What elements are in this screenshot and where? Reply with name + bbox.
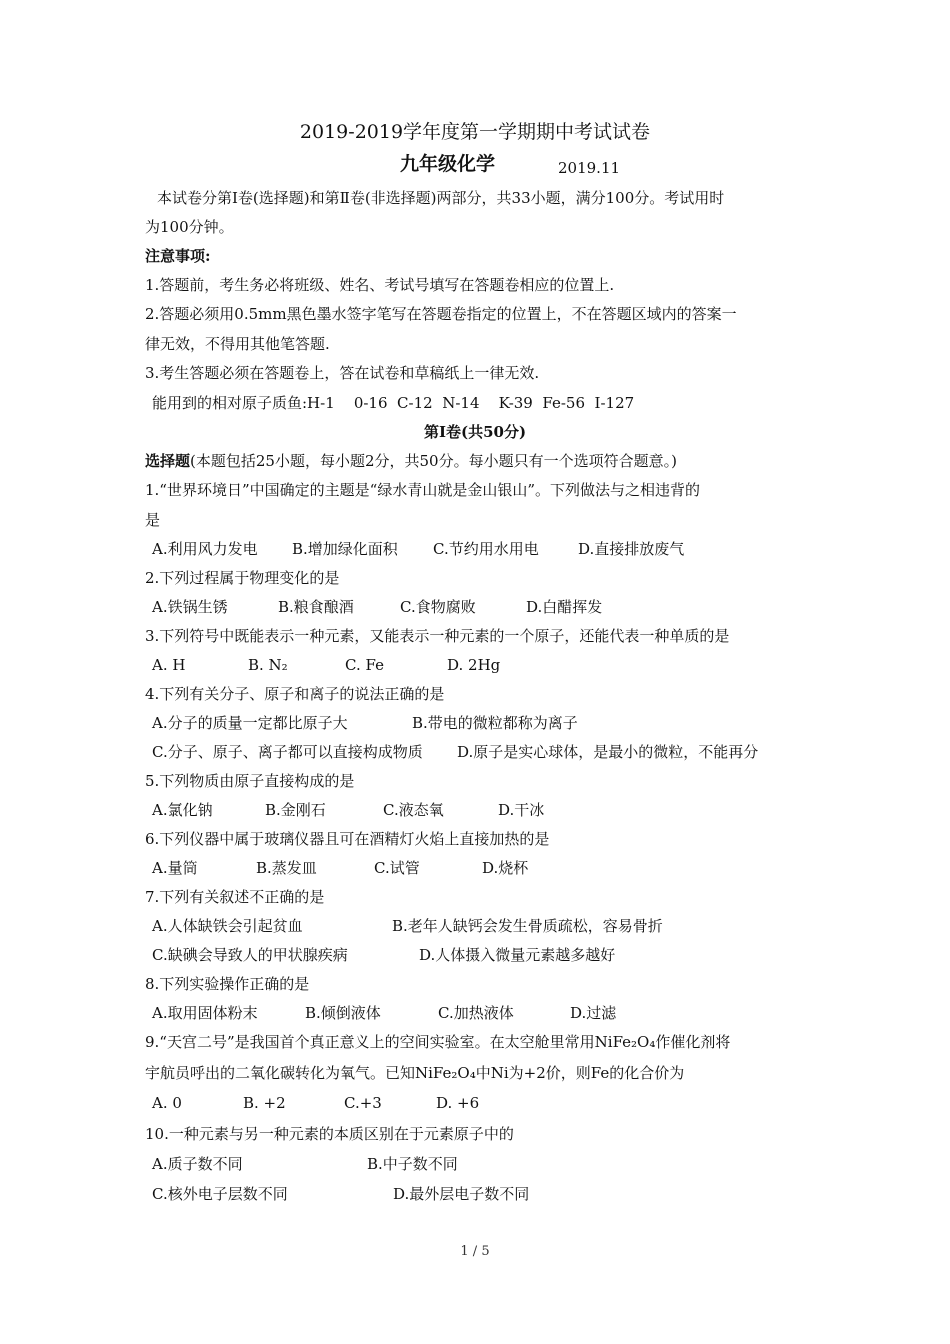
intro-line-1: 本试卷分第Ⅰ卷(选择题)和第Ⅱ卷(非选择题)两部分，共33小题，满分100分。考试用时: [157, 189, 725, 207]
q8-option-a: A.取用固体粉末: [152, 1004, 258, 1022]
section-label: 选择题: [145, 452, 191, 470]
q2-option-c: C.食物腐败: [400, 598, 476, 616]
q10-option-b: B.中子数不同: [367, 1155, 458, 1173]
q7-option-b: B.老年人缺钙会发生骨质疏松，容易骨折: [392, 917, 663, 935]
q9-option-b: B. +2: [243, 1094, 286, 1112]
q10-option-a: A.质子数不同: [152, 1155, 243, 1173]
question-3-stem: 3.下列符号中既能表示一种元素，又能表示一种元素的一个原子，还能代表一种单质的是: [145, 627, 730, 645]
intro-line-2: 为100分钟。: [145, 218, 234, 236]
question-10-stem: 10.一种元素与另一种元素的本质区别在于元素原子中的: [145, 1125, 514, 1143]
note-1: 1.答题前，考生务必将班级、姓名、考试号填写在答题卷相应的位置上.: [145, 276, 615, 294]
q1-option-a: A.利用风力发电: [152, 540, 258, 558]
q6-option-c: C.试管: [374, 859, 420, 877]
q2-option-b: B.粮食酿酒: [278, 598, 354, 616]
exam-subtitle: 九年级化学: [400, 153, 496, 175]
q1-option-d: D.直接排放废气: [578, 540, 685, 558]
q7-option-c: C.缺碘会导致人的甲状腺疾病: [152, 946, 348, 964]
q5-option-b: B.金刚石: [265, 801, 326, 819]
q2-option-d: D.白醋挥发: [526, 598, 603, 616]
question-5-stem: 5.下列物质由原子直接构成的是: [145, 772, 355, 790]
q3-option-a: A. H: [152, 656, 186, 674]
question-4-stem: 4.下列有关分子、原子和离子的说法正确的是: [145, 685, 445, 703]
q9-option-c: C.+3: [344, 1094, 382, 1112]
q4-option-b: B.带电的微粒都称为离子: [412, 714, 578, 732]
q3-option-c: C. Fe: [345, 656, 384, 674]
q8-option-c: C.加热液体: [438, 1004, 514, 1022]
q2-option-a: A.铁锅生锈: [152, 598, 228, 616]
atomic-masses: 能用到的相对原子质鱼:H-1 0-16 C-12 N-14 K-39 Fe-56 I-127: [152, 394, 635, 412]
question-8-stem: 8.下列实验操作正确的是: [145, 975, 310, 993]
question-2-stem: 2.下列过程属于物理变化的是: [145, 569, 340, 587]
q3-option-b: B. N₂: [248, 656, 288, 674]
note-3: 3.考生答题必须在答题卷上，答在试卷和草稿纸上一律无效.: [145, 364, 540, 382]
q6-option-a: A.量筒: [152, 859, 198, 877]
exam-title: 2019-2019学年度第一学期期中考试试卷: [299, 121, 651, 143]
section-heading: 第Ⅰ卷(共50分): [423, 423, 527, 441]
notes-heading: 注意事项:: [145, 247, 211, 265]
q5-option-a: A.氯化钠: [152, 801, 213, 819]
q6-option-d: D.烧杯: [482, 859, 529, 877]
q4-option-a: A.分子的质量一定都比原子大: [152, 714, 348, 732]
q8-option-d: D.过滤: [570, 1004, 617, 1022]
q4-option-c: C.分子、原子、离子都可以直接构成物质: [152, 743, 423, 761]
question-7-stem: 7.下列有关叙述不正确的是: [145, 888, 325, 906]
q1-option-b: B.增加绿化面积: [292, 540, 398, 558]
note-2a: 2.答题必须用0.5mm黑色墨水签字笔写在答题卷指定的位置上，不在答题区域内的答案一: [145, 305, 737, 323]
q9-option-a: A. 0: [152, 1094, 182, 1112]
section-intro: [145, 451, 677, 471]
q7-option-d: D.人体摄入微量元素越多越好: [419, 946, 616, 964]
question-1-stem-b: 是: [145, 511, 161, 529]
q10-option-d: D.最外层电子数不同: [393, 1185, 530, 1203]
note-2b: 律无效，不得用其他笔答题.: [145, 335, 330, 353]
q3-option-d: D. 2Hg: [447, 656, 501, 674]
question-9-stem-b: 宇航员呼出的二氧化碳转化为氧气。已知NiFe₂O₄中Ni为+2价，则Fe的化合价为: [145, 1064, 685, 1082]
q4-option-d: D.原子是实心球体，是最小的微粒，不能再分: [457, 743, 759, 761]
q5-option-c: C.液态氧: [383, 801, 444, 819]
q8-option-b: B.倾倒液体: [305, 1004, 381, 1022]
q1-option-c: C.节约用水用电: [433, 540, 539, 558]
question-6-stem: 6.下列仪器中属于玻璃仪器且可在酒精灯火焰上直接加热的是: [145, 830, 550, 848]
page-number: 1 / 5: [460, 1244, 490, 1259]
q7-option-a: A.人体缺铁会引起贫血: [152, 917, 303, 935]
q10-option-c: C.核外电子层数不同: [152, 1185, 288, 1203]
question-9-stem-a: 9.“天宫二号”是我国首个真正意义上的空间实验室。在太空舱里常用NiFe₂O₄作催化剂将: [145, 1033, 731, 1051]
question-1-stem-a: 1.“世界环境日”中国确定的主题是“绿水青山就是金山银山”。下列做法与之相违背的: [145, 481, 700, 499]
exam-date: 2019.11: [558, 159, 621, 177]
q5-option-d: D.干冰: [498, 801, 545, 819]
q9-option-d: D. +6: [436, 1094, 480, 1112]
q6-option-b: B.蒸发皿: [256, 859, 317, 877]
section-description: (本题包括25小题，每小题2分，共50分。每小题只有一个选项符合题意。): [190, 452, 677, 470]
